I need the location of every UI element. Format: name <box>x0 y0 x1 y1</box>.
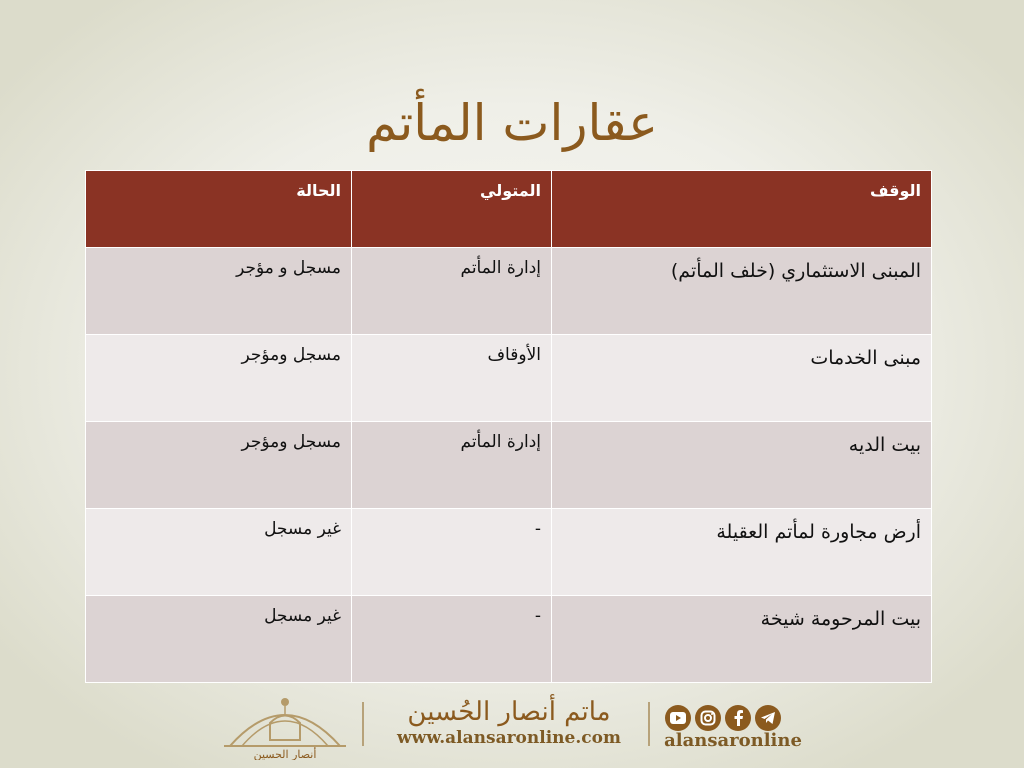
cell-mutawalli: الأوقاف <box>352 335 552 422</box>
footer-brand-name: ماتم أنصار الحُسين <box>407 697 611 727</box>
header-status: الحالة <box>86 171 352 248</box>
footer <box>220 690 810 760</box>
logo-text: أنصار الحسين <box>253 748 317 760</box>
cell-status: مسجل ومؤجر <box>86 422 352 509</box>
cell-waqf: بيت الديه <box>552 422 932 509</box>
table-header-row <box>86 171 932 248</box>
table-row <box>86 422 932 509</box>
facebook-icon[interactable] <box>725 705 751 731</box>
cell-mutawalli: - <box>352 509 552 596</box>
cell-mutawalli: إدارة المأتم <box>352 248 552 335</box>
youtube-icon[interactable] <box>665 705 691 731</box>
table-row <box>86 509 932 596</box>
waqf-table <box>85 170 932 683</box>
cell-waqf: أرض مجاورة لمأتم العقيلة <box>552 509 932 596</box>
table-row <box>86 596 932 683</box>
cell-waqf: المبنى الاستثماري (خلف المأتم) <box>552 248 932 335</box>
social-icons <box>665 705 781 731</box>
header-waqf: الوقف <box>552 171 932 248</box>
header-mutawalli: المتولي <box>352 171 552 248</box>
instagram-icon[interactable] <box>695 705 721 731</box>
table-row <box>86 335 932 422</box>
telegram-icon[interactable] <box>755 705 781 731</box>
footer-handle[interactable]: alansaronline <box>664 730 802 751</box>
slide-title: عقارات المأتم <box>366 94 658 152</box>
cell-status: مسجل و مؤجر <box>86 248 352 335</box>
footer-website[interactable]: www.alansaronline.com <box>397 728 621 748</box>
footer-separator <box>648 702 650 746</box>
footer-separator <box>362 702 364 746</box>
cell-mutawalli: - <box>352 596 552 683</box>
cell-waqf: مبنى الخدمات <box>552 335 932 422</box>
cell-mutawalli: إدارة المأتم <box>352 422 552 509</box>
table-row <box>86 248 932 335</box>
cell-waqf: بيت المرحومة شيخة <box>552 596 932 683</box>
cell-status: غير مسجل <box>86 596 352 683</box>
mosque-logo-icon <box>220 690 350 760</box>
cell-status: مسجل ومؤجر <box>86 335 352 422</box>
cell-status: غير مسجل <box>86 509 352 596</box>
